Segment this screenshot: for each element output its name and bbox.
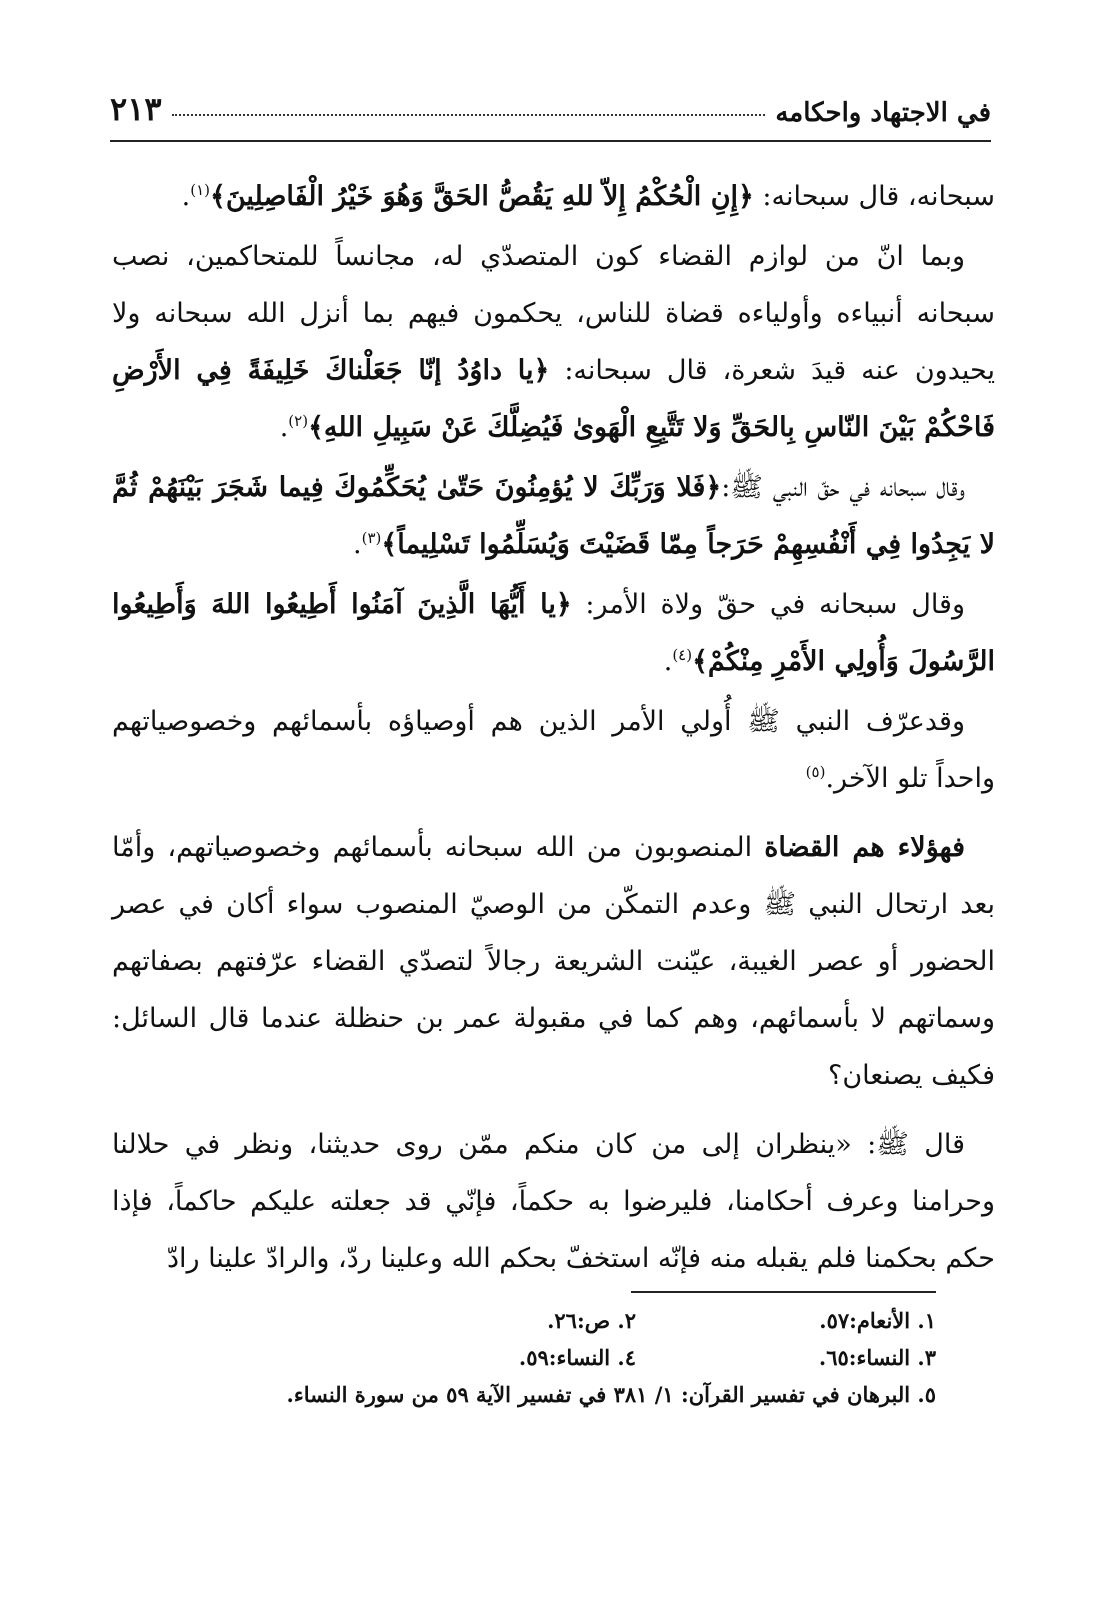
paragraph-3 <box>112 459 995 573</box>
footnote-ref-1: (١) <box>190 181 211 199</box>
paragraph-1 <box>112 168 995 225</box>
running-header <box>110 78 991 128</box>
footnote-4: ٤. النساء:٥٩. <box>518 1345 636 1370</box>
body-text <box>112 168 995 1290</box>
dotted-leader <box>172 114 766 116</box>
quran-verse: ﴿يا داوُدُ إنّا جَعَلْناكَ خَلِيفَةً فِي الأَرْضِ فَاحْكُمْ بَيْنَ النّاسِ بِالحَقِّ وَلا تَتَّبِعِ الْهَوىٰ فَيُضِلَّكَ عَنْ سَبِيلِ اللهِ﴾ <box>112 355 995 443</box>
footnote-ref-5: (٥) <box>805 763 826 781</box>
paragraph-text: المنصوبون من الله سبحانه بأسمائهم وخصوصياتهم، وأمّا بعد ارتحال النبي ﷺ وعدم التمكّن من الوصيّ المنصوب سواء أكان في عصر الحضور أو عصر الغيبة، عيّنت الشريعة رجالاً لتصدّي القضاء عرّفتهم بصفاتهم وسماتهم لا بأسمائهم، وهم كما في مقبولة عمر بن حنظلة عندما قال السائل: فكيف يصنعان؟ <box>112 832 995 1091</box>
paragraph-text: وقال سبحانه في حقّ النبي ﷺ: <box>721 472 965 503</box>
footnote-ref-4: (٤) <box>672 646 693 664</box>
paragraph-text: وقال سبحانه في حقّ ولاة الأمر: <box>571 589 965 620</box>
footnote-row <box>110 1376 936 1413</box>
paragraph-lead: فهؤلاء هم القضاة <box>764 832 966 863</box>
footnote-3: ٣. النساء:٦٥. <box>818 1345 936 1370</box>
page-number: ٢١٣ <box>110 90 162 128</box>
footnote-ref-2: (٢) <box>288 412 309 430</box>
paragraph-text: قال ﷺ: «ينظران إلى من كان منكم ممّن روى حديثنا، ونظر في حلالنا وحرامنا وعرف أحكامنا، فليرضوا به حكماً، فإنّي قد جعلته عليكم حاكماً، فإذا حكم بحكمنا فلم يقبله منه فإنّه استخفّ بحكم الله وعلينا ردّ، والرادّ علينا رادّ <box>112 1129 995 1274</box>
paragraph-2 <box>112 228 995 456</box>
footnote-ref-3: (٣) <box>361 529 382 547</box>
footnote-5: ٥. البرهان في تفسير القرآن: ١/ ٣٨١ في تفسير الآية ٥٩ من سورة النساء. <box>286 1382 936 1407</box>
paragraph-5 <box>112 693 995 807</box>
paragraph-text-end: . <box>353 529 362 560</box>
paragraph-text-end: . <box>279 412 289 443</box>
paragraph-text: وبما انّ من لوازم القضاء كون المتصدّي له، مجانساً للمتحاكمين، نصب سبحانه أنبياءه وأولياءه قضاة للناس، يحكمون فيهم بما أنزل الله سبحانه ولا يحيدون عنه قيدَ شعرة، قال سبحانه: <box>112 241 995 386</box>
quran-verse: ﴿إِنِ الْحُكْمُ إِلاّ للهِ يَقُصُّ الحَقَّ وَهُوَ خَيْرُ الْفَاصِلِينَ﴾ <box>210 181 754 212</box>
paragraph-text: سبحانه، قال سبحانه: <box>753 181 995 212</box>
paragraph-text-end: . <box>663 646 673 677</box>
footnote-rule <box>631 1291 936 1293</box>
footnote-1: ١. الأنعام:٥٧. <box>819 1308 936 1333</box>
paragraph-6 <box>112 819 995 1104</box>
footnote-2: ٢. ص:٢٦. <box>547 1308 636 1333</box>
running-title: في الاجتهاد واحكامه <box>775 98 991 128</box>
paragraph-7 <box>112 1116 995 1287</box>
paragraph-4 <box>112 576 995 690</box>
paragraph-text-end: . <box>181 181 191 212</box>
header-rule <box>110 140 991 142</box>
quran-verse: ﴿يا أَيُّهَا الَّذِينَ آمَنُوا أَطِيعُوا اللهَ وَأَطِيعُوا الرَّسُولَ وَأُولِي الأَمْرِ مِنْكُمْ﴾ <box>112 589 995 677</box>
quran-verse: ﴿فَلا وَرَبِّكَ لا يُؤمِنُونَ حَتّىٰ يُحَكِّمُوكَ فِيما شَجَرَ بَيْنَهُمْ ثُمَّ لا يَجِدُوا فِي أَنْفُسِهِمْ حَرَجاً مِمّا قَضَيْتَ وَيُسَلِّمُوا تَسْلِيماً﴾ <box>112 472 995 560</box>
footnote-row <box>110 1302 936 1339</box>
footnote-row <box>110 1339 936 1376</box>
paragraph-text: وقدعرّف النبي ﷺ أُولي الأمر الذين هم أوصياؤه بأسمائهم وخصوصياتهم واحداً تلو الآخر. <box>112 706 995 794</box>
footnotes <box>110 1302 936 1413</box>
